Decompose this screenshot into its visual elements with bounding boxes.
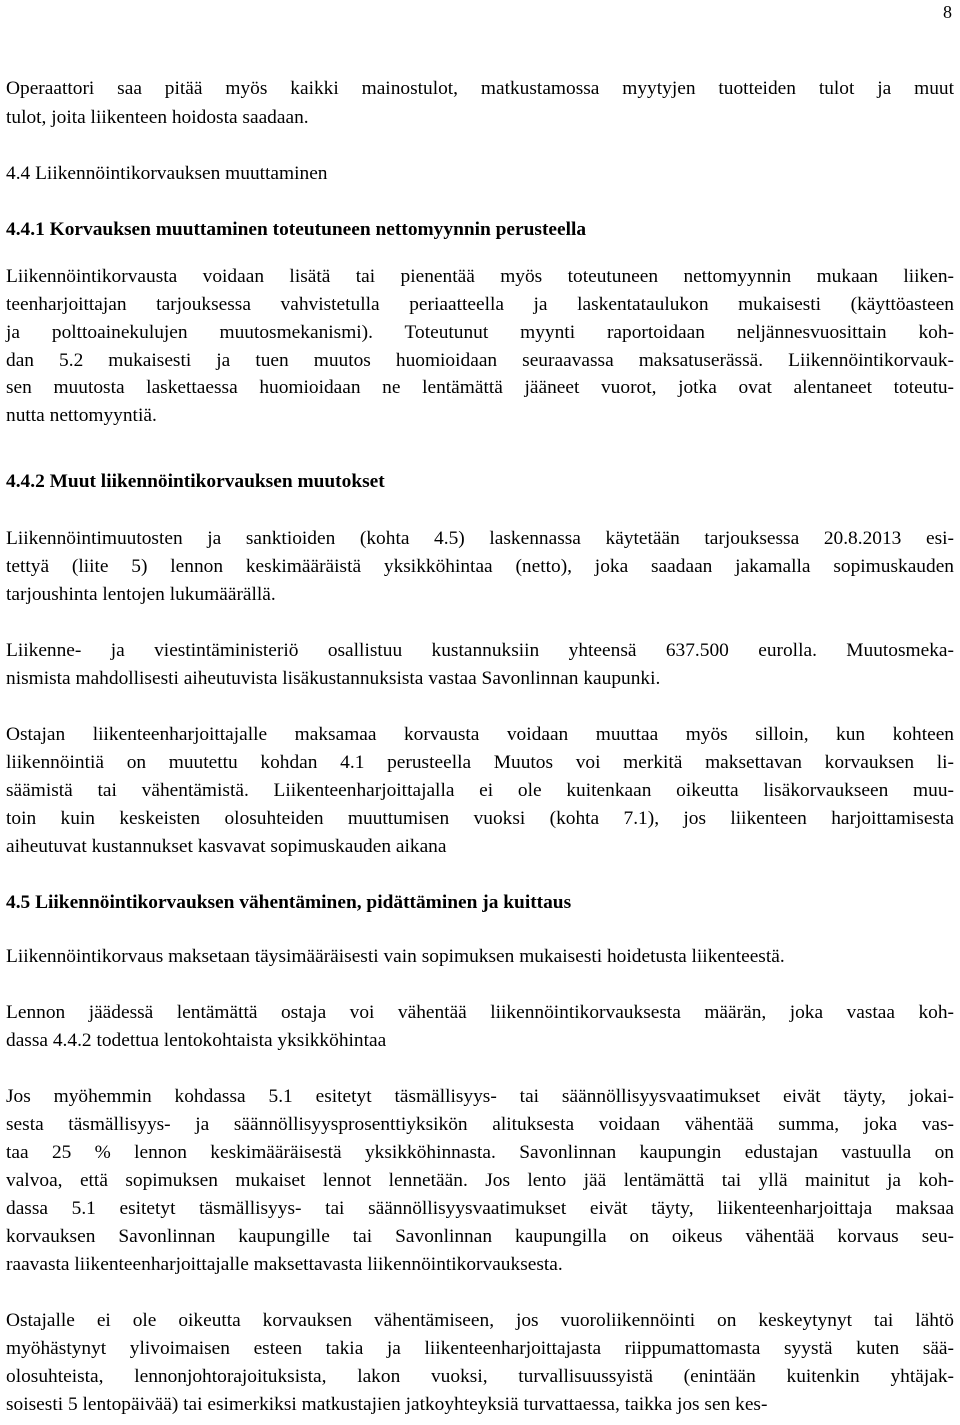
page-number: 8 xyxy=(943,2,952,22)
paragraph-6-line-1: Liikennöintikorvaus maksetaan täysimääräisesti vain sopimuksen mukaisesti hoidetusta liikenteestä. xyxy=(6,946,785,967)
paragraph-7-line-1: Lennon jäädessä lentämättä ostaja voi vähentää liikennöintikorvauksesta määrän, joka vastaa koh- xyxy=(6,1002,954,1023)
paragraph-8-line-7: raavasta liikenteenharjoittajalle maksettavasta liikennöintikorvauksesta. xyxy=(6,1254,563,1275)
paragraph-8-line-1: Jos myöhemmin kohdassa 5.1 esitetyt täsmällisyys- tai säännöllisyysvaatimukset eivät täyty, jokai- xyxy=(6,1086,954,1107)
paragraph-9-line-4: soisesti 5 lentopäivää) tai esimerkiksi matkustajien jatkoyhteyksiä turvattaessa, taikka jos sen kes- xyxy=(6,1394,768,1415)
paragraph-3-line-2: tettyä (liite 5) lennon keskimääräistä yksikköhintaa (netto), joka saadaan jakamalla sopimuskauden xyxy=(6,556,954,577)
paragraph-2-line-4: dan 5.2 mukaisesti ja tuen muutos huomioidaan seuraavassa maksatuserässä. Liikennöintikorvauk- xyxy=(6,350,954,371)
paragraph-1-line-1: Operaattori saa pitää myös kaikki mainostulot, matkustamossa myytyjen tuotteiden tulot ja muut xyxy=(6,78,954,99)
paragraph-3-line-1: Liikennöintimuutosten ja sanktioiden (kohta 4.5) laskennassa käytetään tarjouksessa 20.8.2013 esi- xyxy=(6,528,954,549)
paragraph-1-line-2: tulot, joita liikenteen hoidosta saadaan. xyxy=(6,107,309,128)
paragraph-5-line-3: säämistä tai vähentämistä. Liikenteenharjoittajalla ei ole kuitenkaan oikeutta lisäkorvaukseen muu- xyxy=(6,780,954,801)
paragraph-5-line-1: Ostajan liikenteenharjoittajalle maksamaa korvausta voidaan muuttaa myös silloin, kun kohteen xyxy=(6,724,954,745)
paragraph-4-line-1: Liikenne- ja viestintäministeriö osallistuu kustannuksiin yhteensä 637.500 eurolla. Muutosmeka- xyxy=(6,640,954,661)
paragraph-2-line-3: ja polttoainekulujen muutosmekanismi). Toteutunut myynti raportoidaan neljännesvuosittain koh- xyxy=(6,322,954,343)
paragraph-3-line-3: tarjoushinta lentojen lukumäärällä. xyxy=(6,584,276,605)
paragraph-9-line-1: Ostajalle ei ole oikeutta korvauksen vähentämiseen, jos vuoroliikennöinti on keskeytynyt tai lähtö xyxy=(6,1310,954,1331)
paragraph-8-line-4: valvoa, että sopimuksen mukaiset lennot lennetään. Jos lento jää lentämättä tai yllä mainitut ja koh- xyxy=(6,1170,954,1191)
paragraph-9-line-2: myöhästynyt ylivoimaisen esteen takia ja liikenteenharjoittajasta riippumattomasta syystä kuten sää- xyxy=(6,1338,954,1359)
paragraph-2-line-1: Liikennöintikorvausta voidaan lisätä tai pienentää myös toteutuneen nettomyynnin mukaan liiken- xyxy=(6,266,954,287)
paragraph-8-line-5: dassa 5.1 esitetyt täsmällisyys- tai säännöllisyysvaatimukset eivät täyty, liikenteenharjoittaja maksaa xyxy=(6,1198,954,1219)
paragraph-4-line-2: nismista mahdollisesti aiheutuvista lisäkustannuksista vastaa Savonlinnan kaupunki. xyxy=(6,668,661,689)
paragraph-2-line-5: sen muutosta laskettaessa huomioidaan ne lentämättä jääneet vuorot, jotka ovat alentaneet toteutu- xyxy=(6,377,954,398)
heading-4-4-2: 4.4.2 Muut liikennöintikorvauksen muutokset xyxy=(6,471,385,492)
paragraph-5-line-5: aiheutuvat kustannukset kasvavat sopimuskauden aikana xyxy=(6,836,447,857)
paragraph-8-line-2: sesta täsmällisyys- ja säännöllisyysprosenttiyksikön alituksesta voidaan vähentää summa, joka vas- xyxy=(6,1114,954,1135)
paragraph-5-line-4: toin kuin keskeisten olosuhteiden muuttumisen vuoksi (kohta 7.1), jos liikenteen harjoittamisesta xyxy=(6,808,954,829)
heading-4-5: 4.5 Liikennöintikorvauksen vähentäminen, pidättäminen ja kuittaus xyxy=(6,892,572,913)
heading-4-4: 4.4 Liikennöintikorvauksen muuttaminen xyxy=(6,163,328,184)
paragraph-2-line-2: teenharjoittajan tarjouksessa vahvistetulla periaatteella ja laskentataulukon mukaisesti (käyttöasteen xyxy=(6,294,954,315)
paragraph-5-line-2: liikennöintiä on muutettu kohdan 4.1 perusteella Muutos voi merkitä maksettavan korvauksen li- xyxy=(6,752,954,773)
heading-4-4-1: 4.4.1 Korvauksen muuttaminen toteutuneen nettomyynnin perusteella xyxy=(6,219,587,240)
paragraph-8-line-6: korvauksen Savonlinnan kaupungille tai Savonlinnan kaupungilla on oikeus vähentää korvaus seu- xyxy=(6,1226,954,1247)
paragraph-2-line-6: nutta nettomyyntiä. xyxy=(6,405,157,426)
paragraph-8-line-3: taa 25 % lennon keskimääräisestä yksikköhinnasta. Savonlinnan kaupungin edustajan vastuulla on xyxy=(6,1142,954,1163)
paragraph-7-line-2: dassa 4.4.2 todettua lentokohtaista yksikköhintaa xyxy=(6,1030,387,1051)
paragraph-9-line-3: olosuhteista, lennonjohtorajoituksista, lakon vuoksi, turvallisuussyistä (enintään kuitenkin yhtäjak- xyxy=(6,1366,954,1387)
